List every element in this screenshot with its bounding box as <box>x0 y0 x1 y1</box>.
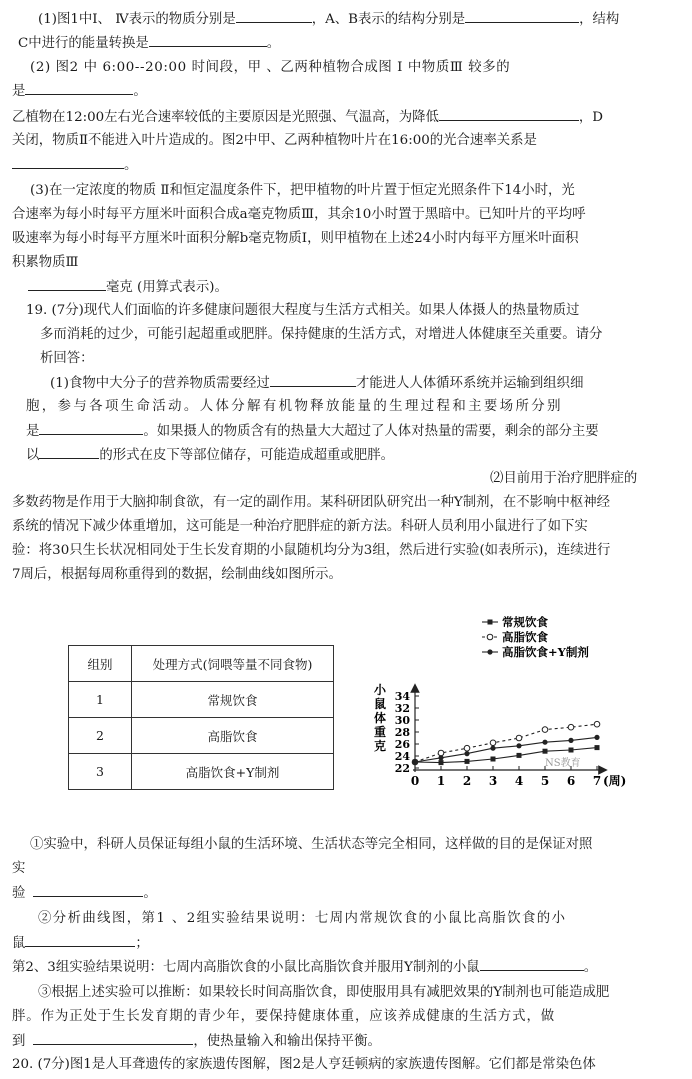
data-point <box>594 735 599 740</box>
x-tick-label: 2 <box>462 774 472 788</box>
answer-blank[interactable] <box>439 108 579 121</box>
y-tick-label: 28 <box>394 726 410 739</box>
q18-p3-line2: 合速率为每小时每平方厘米叶面积合成a毫克物质Ⅲ，其余10小时置于黑暗中。已知叶片的平均呼 <box>12 207 586 222</box>
y-tick-label: 24 <box>394 750 410 763</box>
q19-line1: 19. (7分)现代人们面临的许多健康问题很大程度与生活方式相关。如果人体摄人的热量物质过 <box>26 303 580 318</box>
answer-blank[interactable] <box>33 1032 193 1045</box>
q19-line3: 析回答： <box>40 351 94 366</box>
y-axis-label: 小鼠体重克 <box>374 683 387 753</box>
legend-marker <box>487 649 492 654</box>
q19-b-line1: ②分析曲线图，第1 、2组实验结果说明：七周内常规饮食的小鼠比高脂饮食的小 <box>38 911 567 926</box>
q19-s1-line3: 是 。如果摄人的物质含有的热量大大超过了人体对热量的需要，剩余的部分主要 <box>26 424 599 439</box>
answer-blank[interactable] <box>465 10 579 23</box>
x-tick-label: 4 <box>514 774 524 788</box>
data-point <box>543 749 548 754</box>
q18-p2-line2: 是 。 <box>12 84 147 99</box>
q18-p3-line5: 毫克 (用算式表示)。 <box>28 278 228 296</box>
data-point <box>517 753 522 758</box>
table-row <box>69 718 334 754</box>
legend-label: 高脂饮食+Y制剂 <box>502 645 589 659</box>
table-header: 组别 <box>69 646 132 682</box>
q19-s1-line2: 胞，参与各项生命活动。人体分解有机物释放能量的生理过程和主要场所分别 <box>26 399 563 414</box>
q19-s1-line1: (1)食物中大分子的营养物质需要经过 才能进人人体循环系统并运输到组织细 <box>50 376 584 391</box>
legend-label: 高脂饮食 <box>502 630 548 644</box>
table-cell: 常规饮食 <box>132 682 334 718</box>
q19-a-line3: 验 。 <box>12 886 157 901</box>
data-point <box>542 740 547 745</box>
answer-blank[interactable] <box>39 446 99 459</box>
data-point <box>438 750 444 756</box>
q18-p3-line4: 积累物质Ⅲ <box>12 255 79 270</box>
q18-p1-line2: C中进行的能量转换是 。 <box>18 36 281 51</box>
data-point <box>464 745 470 751</box>
data-point <box>568 724 574 730</box>
table-header-row <box>69 646 334 682</box>
x-tick-label: 0 <box>410 774 420 788</box>
data-point <box>490 740 496 746</box>
table-cell: 3 <box>69 754 132 790</box>
data-point <box>412 759 417 764</box>
x-tick-label: 3 <box>488 774 498 788</box>
q19-s1-line4: 以 的形式在皮下等部位储存，可能造成超重或肥胖。 <box>26 448 394 463</box>
weight-line-chart <box>360 608 690 808</box>
data-point <box>464 751 469 756</box>
data-point <box>491 757 496 762</box>
y-tick-label: 30 <box>394 714 410 727</box>
data-point <box>542 727 548 733</box>
q19-s2-line5: 7周后，根据每周称重得到的数据，绘制曲线如图所示。 <box>12 567 342 582</box>
x-axis-label: (周) <box>603 774 627 788</box>
table-cell: 1 <box>69 682 132 718</box>
table-cell: 高脂饮食 <box>132 718 334 754</box>
y-tick-label: 22 <box>394 762 410 775</box>
q18-p1-line1: (1)图1中Ⅰ、 Ⅳ表示的物质分别是 ，A、B表示的结构分别是 ，结构 <box>38 12 620 27</box>
data-point <box>569 748 574 753</box>
answer-blank[interactable] <box>12 156 124 169</box>
answer-blank[interactable] <box>480 958 584 971</box>
q19-s2-line4: 验：将30只生长状况相同处于生长发育期的小鼠随机均分为3组，然后进行实验(如表所示)，连续进行 <box>12 543 611 558</box>
data-point <box>438 755 443 760</box>
q19-b-line3: 第2、3组实验结果说明：七周内高脂饮食的小鼠比高脂饮食并服用Y制剂的小鼠 。 <box>12 960 598 975</box>
q19-a-line2: 实 <box>12 861 26 876</box>
x-tick-label: 6 <box>566 774 576 788</box>
data-point <box>516 735 522 741</box>
watermark-text: NS教育 <box>545 758 581 769</box>
answer-blank[interactable] <box>39 422 143 435</box>
data-point <box>568 738 573 743</box>
legend-label: 常规饮食 <box>502 615 548 629</box>
answer-blank[interactable] <box>25 934 135 947</box>
x-tick-label: 7 <box>592 774 602 788</box>
q18-p2-line5: 。 <box>12 156 137 174</box>
answer-blank[interactable] <box>236 10 312 23</box>
x-tick-label: 1 <box>436 774 446 788</box>
q19-c-line1: ③根据上述实验可以推断：如果较长时间高脂饮食，即使服用具有减肥效果的Y制剂也可能造成肥 <box>38 985 610 1000</box>
q19-s2-line3: 系统的情况下减少体重增加，这可能是一种治疗肥胖症的新方法。科研人员利用小鼠进行了如下实 <box>12 519 588 534</box>
data-point <box>465 759 470 764</box>
q18-p2-line3: 乙植物在12:00左右光合速率较低的主要原因是光照强、气温高，为降低 ，D <box>12 110 604 125</box>
y-tick-label: 26 <box>394 738 410 751</box>
q19-s2-line2: 多数药物是作用于大脑抑制食欲，有一定的副作用。某科研团队研究出一种Y制剂，在不影响中枢神经 <box>12 495 611 510</box>
answer-blank[interactable] <box>33 884 143 897</box>
experiment-table <box>68 645 334 790</box>
q18-p3-line1: (3)在一定浓度的物质 Ⅱ和恒定温度条件下，把甲植物的叶片置于恒定光照条件下14小时，光 <box>30 183 575 198</box>
data-point <box>595 745 600 750</box>
data-point <box>594 721 600 727</box>
q20-line1: 20. (7分)图1是人耳聋遗传的家族遗传图解，图2是人亨廷顿病的家族遗传图解。它们都是常染色体 <box>12 1057 596 1072</box>
q19-line2: 多而消耗的过少，可能引起超重或肥胖。保持健康的生活方式，对增进人体健康至关重要。请分 <box>40 327 603 342</box>
data-point <box>516 743 521 748</box>
table-cell: 高脂饮食+Y制剂 <box>132 754 334 790</box>
answer-blank[interactable] <box>28 278 106 291</box>
answer-blank[interactable] <box>149 34 267 47</box>
q18-p2-line4: 关闭，物质Ⅱ不能进入叶片造成的。图2中甲、乙两种植物叶片在16:00的光合速率关系是 <box>12 133 537 148</box>
q19-s2-line1: ⑵目前用于治疗肥胖症的 <box>490 471 638 486</box>
answer-blank[interactable] <box>270 374 356 387</box>
y-tick-label: 34 <box>394 690 410 703</box>
q19-c-line3: 到 ，使热量输入和输出保持平衡。 <box>12 1034 381 1049</box>
answer-blank[interactable] <box>25 82 133 95</box>
legend-marker <box>488 620 493 625</box>
y-tick-label: 32 <box>394 702 410 715</box>
table-row <box>69 754 334 790</box>
table-row <box>69 682 334 718</box>
table-header: 处理方式(饲喂等量不同食物) <box>132 646 334 682</box>
q19-a-line1: ①实验中，科研人员保证每组小鼠的生活环境、生活状态等完全相同，这样做的目的是保证对照 <box>30 837 593 852</box>
data-point <box>490 746 495 751</box>
q19-c-line2: 胖。作为正处于生长发育期的青少年，要保持健康体重，应该养成健康的生活方式，做 <box>12 1009 556 1024</box>
table-cell: 2 <box>69 718 132 754</box>
legend-marker <box>487 634 493 640</box>
q18-p3-line3: 吸速率为每小时每平方厘米叶面积分解b毫克物质Ⅰ，则甲植物在上述24小时内每平方厘米叶面积 <box>12 231 579 246</box>
q19-b-line2: 鼠 ； <box>12 936 149 951</box>
data-point <box>439 760 444 765</box>
q18-p2-line1: (2) 图2 中 6:00--20:00 时间段，甲 、乙两种植物合成图 Ⅰ 中物质Ⅲ 较多的 <box>30 60 511 75</box>
x-tick-label: 5 <box>540 774 550 788</box>
